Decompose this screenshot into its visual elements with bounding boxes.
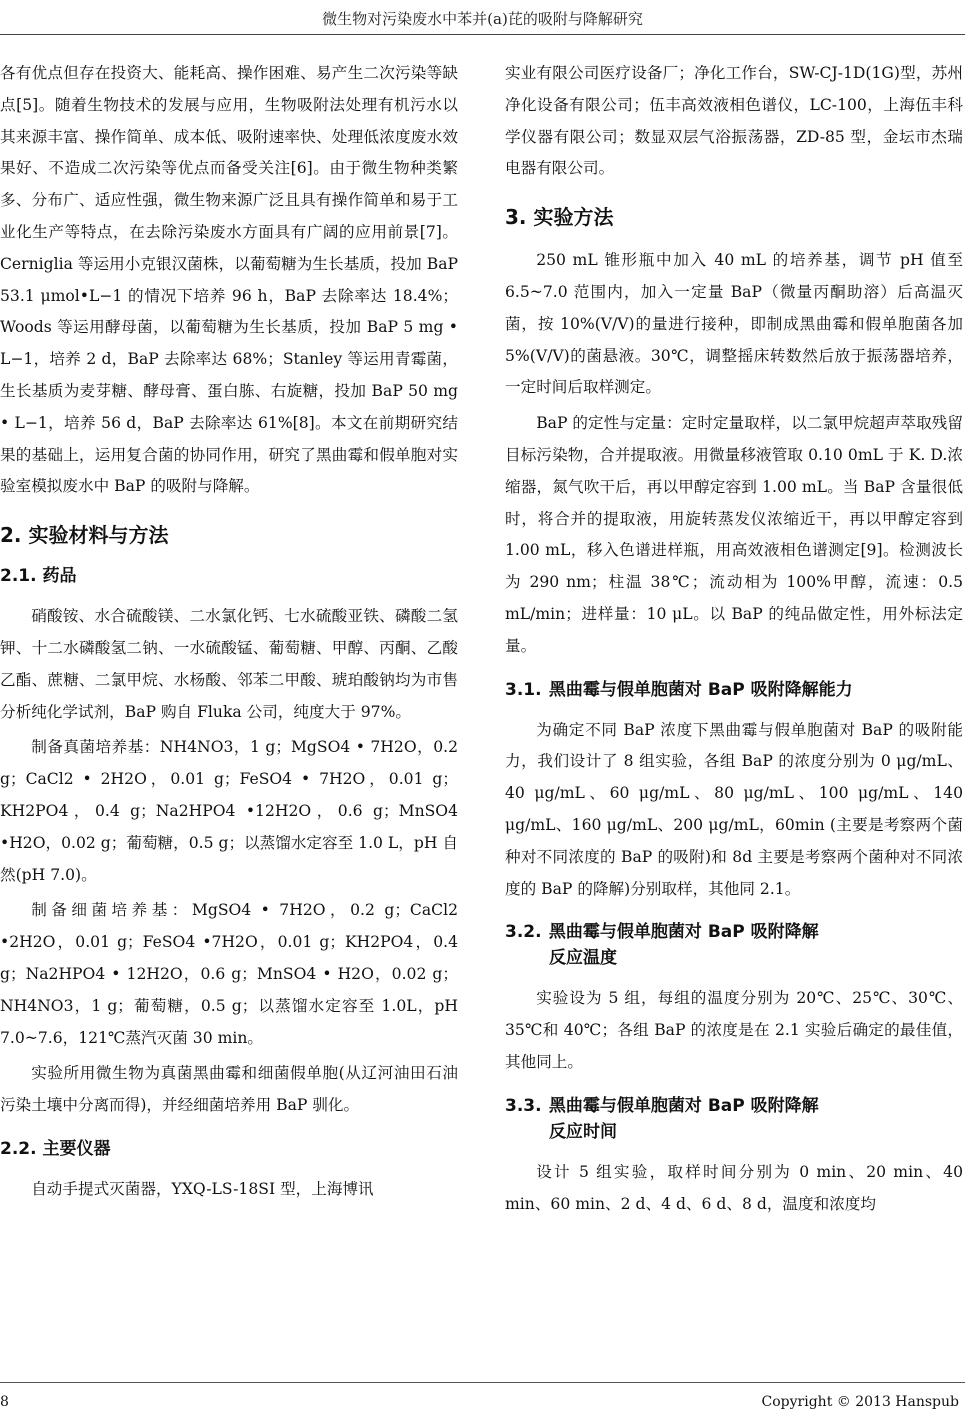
method-paragraph: 250 mL 锥形瓶中加入 40 mL 的培养基，调节 pH 值至 6.5~7.0 范围内，加入一定量 BaP（微量丙酮助溶）后高温灭菌，按 10%(V/V)的量进行接种，即制成黑曲霉和假单胞菌各加 5%(V/V)的菌悬液。30℃，调整摇床转数然后放于振荡器培养，一定时间后取样测定。: [505, 251, 963, 397]
section-3-2-heading: [505, 919, 963, 971]
section-3-3-title-line1: 黑曲霉与假单胞菌对 BaP 吸附降解: [548, 1095, 819, 1116]
section-3-2-title-line2: 反应温度: [549, 948, 617, 969]
capacity-paragraph: 为确定不同 BaP 浓度下黑曲霉与假单胞菌对 BaP 的吸附能力，我们设计了 8 组实验，各组 BaP 的浓度分别为 0 μg/mL、40 μg/mL、60 μg/mL、80 μg/mL、100 μg/mL、140 μg/mL、160 μg/mL、200 μg/mL，60min (主要是考察两个菌种对不同浓度的 BaP 的吸附)和 8d 主要是考察两个菌种对不同浓度的 BaP 的降解)分别取样，其他同 2.1。: [505, 720, 963, 898]
copyright-notice: Copyright © 2013 Hanspub: [761, 1394, 959, 1410]
footer-rule: [0, 1382, 965, 1383]
section-3-3-number: 3.3.: [505, 1095, 542, 1116]
reagents-paragraph: 硝酸铵、水合硫酸镁、二水氯化钙、七水硫酸亚铁、磷酸二氢钾、十二水磷酸氢二钠、一水硫酸锰、葡萄糖、甲醇、丙酮、乙酸乙酯、蔗糖、二氯甲烷、水杨酸、邻苯二甲酸、琥珀酸钠均为市售分析纯化学试剂，BaP 购自 Fluka 公司，纯度大于 97%。: [0, 607, 458, 721]
section-3-1-title: 黑曲霉与假单胞菌对 BaP 吸附降解能力: [548, 679, 853, 700]
section-3-1-heading: [505, 677, 963, 703]
section-2-1-heading: 2.1. 药品: [0, 566, 77, 587]
section-3-3-title-line2: 反应时间: [549, 1121, 617, 1142]
section-3-2-title-line1: 黑曲霉与假单胞菌对 BaP 吸附降解: [548, 922, 819, 943]
section-3-1-number: 3.1.: [505, 679, 542, 700]
running-title: 微生物对污染废水中苯并(a)芘的吸附与降解研究: [322, 10, 643, 28]
fungal-medium-paragraph: 制备真菌培养基：NH4NO3，1 g；MgSO4 • 7H2O，0.2 g；CaCl2 • 2H2O，0.01 g；FeSO4 • 7H2O，0.01 g；KH2PO4，0.4 g；Na2HPO4 •12H2O，0.6 g；MnSO4 •H2O，0.02 g；葡萄糖，0.5 g；以蒸馏水定容至 1.0 L，pH 自然(pH 7.0)。: [0, 738, 459, 884]
page-number: 8: [0, 1394, 9, 1410]
header-rule: [0, 34, 965, 35]
right-column: [505, 58, 963, 1224]
left-column: [0, 58, 458, 1210]
section-3-3-heading: [505, 1093, 963, 1145]
section-2-2-heading: 2.2. 主要仪器: [0, 1138, 111, 1159]
instruments-paragraph-continued: 实业有限公司医疗设备厂；净化工作台，SW-CJ-1D(1G)型，苏州净化设备有限公司；伍丰高效液相色谱仪，LC-100，上海伍丰科学仪器有限公司；数显双层气浴振荡器，ZD-85 型，金坛市杰瑞电器有限公司。: [505, 64, 963, 178]
quantification-paragraph: BaP 的定性与定量：定时定量取样，以二氯甲烷超声萃取残留目标污染物，合并提取液。用微量移液管取 0.10 0mL 于 K. D.浓缩器，氮气吹干后，再以甲醇定容到 1.00 mL。当 BaP 含量很低时，将合并的提取液，用旋转蒸发仪浓缩近干，再以甲醇定容到 1.00 mL，移入色谱进样瓶，用高效液相色谱测定[9]。检测波长为 290 nm；柱温 38℃；流动相为 100%甲醇，流速：0.5 mL/min；进样量：10 μL。以 BaP 的纯品做定性，用外标法定量。: [505, 414, 963, 655]
microorganism-paragraph: 实验所用微生物为真菌黑曲霉和细菌假单胞(从辽河油田石油污染土壤中分离而得)，并经细菌培养用 BaP 驯化。: [0, 1064, 458, 1115]
time-paragraph: 设计 5 组实验，取样时间分别为 0 min、20 min、40 min、60 min、2 d、4 d、6 d、8 d，温度和浓度均: [505, 1162, 963, 1213]
intro-paragraph-continued: 各有优点但存在投资大、能耗高、操作困难、易产生二次污染等缺点[5]。随着生物技术的发展与应用，生物吸附法处理有机污水以其来源丰富、操作简单、成本低、吸附速率快、处理低浓度废水效果好、不造成二次污染等优点而备受关注[6]。由于微生物种类繁多、分布广、适应性强，微生物来源广泛且具有操作简单和易于工业化生产等特点，在去除污染废水方面具有广阔的应用前景[7]。Cerniglia 等运用小克银汉菌株，以葡萄糖为生长基质，投加 BaP 53.1 μmol•L−1 的情况下培养 96 h，BaP 去除率达 18.4%；Woods 等运用酵母菌，以葡萄糖为生长基质，投加 BaP 5 mg • L−1，培养 2 d，BaP 去除率达 68%；Stanley 等运用青霉菌，生长基质为麦芽糖、酵母膏、蛋白胨、右旋糖，投加 BaP 50 mg • L−1，培养 56 d，BaP 去除率达 61%[8]。本文在前期研究结果的基础上，运用复合菌的协同作用，研究了黑曲霉和假单胞对实验室模拟废水中 BaP 的吸附与降解。: [0, 64, 458, 496]
temperature-paragraph: 实验设为 5 组，每组的温度分别为 20℃、25℃、30℃、35℃和 40℃；各组 BaP 的浓度是在 2.1 实验后确定的最佳值，其他同上。: [505, 989, 963, 1071]
instruments-paragraph: 自动手提式灭菌器，YXQ-LS-18SI 型，上海博讯: [31, 1179, 374, 1198]
section-3-heading: 3. 实验方法: [505, 205, 614, 230]
bacterial-medium-paragraph: 制备细菌培养基：MgSO4 • 7H2O，0.2 g；CaCl2 •2H2O，0.01 g；FeSO4 •7H2O，0.01 g；KH2PO4，0.4 g；Na2HPO4 • 12H2O，0.6 g；MnSO4 • H2O，0.02 g；NH4NO3，1 g；葡萄糖，0.5 g；以蒸馏水定容至 1.0L，pH 7.0~7.6，121℃蒸汽灭菌 30 min。: [0, 901, 458, 1047]
section-2-heading: 2. 实验材料与方法: [0, 523, 169, 548]
section-3-2-number: 3.2.: [505, 922, 542, 943]
